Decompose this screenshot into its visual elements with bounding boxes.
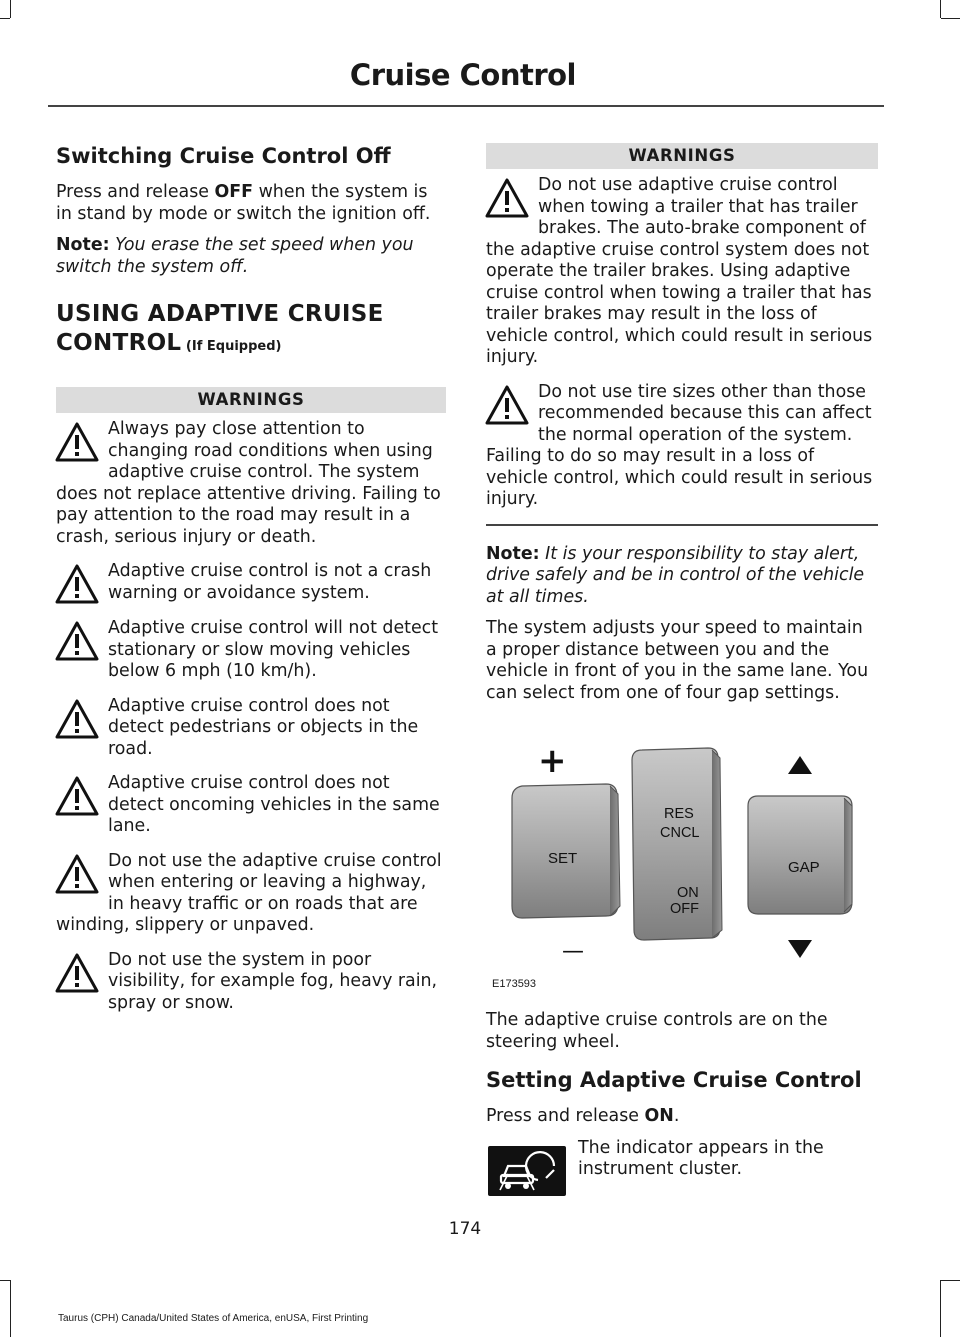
- warning-text: Do not use the system in poor visibility, for example fog, heavy rain, spray or snow.: [108, 949, 438, 1013]
- warning-triangle-icon: [54, 620, 100, 662]
- figure-id: E173593: [492, 978, 537, 990]
- warnings-header: WARNINGS: [486, 143, 878, 169]
- crop-mark: [0, 1280, 10, 1281]
- warnings-list: [486, 175, 878, 511]
- set-button: [512, 784, 620, 918]
- note-label: Note:: [486, 543, 540, 564]
- steering-wheel-controls-figure: [486, 720, 878, 1000]
- warning-text: Do not use the adaptive cruise control when entering or leaving a highway, in heavy traffic or on roads that are winding, slippery or unpaved.: [56, 850, 442, 935]
- crop-mark: [0, 18, 10, 19]
- gap-label: GAP: [788, 859, 820, 876]
- note-responsibility: Note: It is your responsibility to stay alert, drive safely and be in control of the vehicle at all times.: [486, 543, 865, 607]
- note-label: Note:: [56, 235, 110, 255]
- crop-mark: [940, 1280, 941, 1337]
- warning-text: Do not use tire sizes other than those recommended because this can affect the normal operation of the system. Failing to do so may result in a loss of vehicle control, which could result in serious injury.: [486, 381, 873, 509]
- arrow-down-icon: [788, 940, 812, 958]
- warning-triangle-icon: [54, 563, 100, 605]
- paragraph-switch-off: Press and release OFF when the system is in stand by mode or switch the ignition off.: [56, 182, 431, 224]
- warning-triangle-icon: [484, 177, 530, 219]
- cncl-label: CNCL: [660, 825, 700, 841]
- controls-illustration: [486, 720, 878, 1000]
- gap-button: [748, 796, 852, 914]
- warning-text: Adaptive cruise control does not detect pedestrians or objects in the road.: [108, 695, 419, 759]
- footer-text: Taurus (CPH) Canada/United States of America, enUSA, First Printing: [58, 1313, 369, 1324]
- keyword-off: OFF: [214, 182, 254, 202]
- warning-triangle-icon: [54, 698, 100, 740]
- warning-text: Always pay close attention to changing road conditions when using adaptive cruise control. The system does not replace attentive driving. Failing to pay attention to the road may result in a crash, serious injury or death.: [56, 419, 441, 547]
- warnings-header: WARNINGS: [56, 387, 446, 413]
- crop-mark: [10, 0, 11, 18]
- warning-triangle-icon: [54, 853, 100, 895]
- heading-setting-acc: Setting Adaptive Cruise Control: [486, 1068, 862, 1092]
- warning-triangle-icon: [54, 421, 100, 463]
- warning-item: [56, 773, 446, 838]
- warnings-end-rule: [486, 524, 878, 526]
- paragraph-gap-settings: The system adjusts your speed to maintain a proper distance between you and the vehicle in front of you in the same lane. You can select from one of four gap settings.: [486, 618, 869, 703]
- crop-mark: [10, 1280, 11, 1337]
- warning-item: [56, 618, 446, 683]
- arrow-up-icon: [788, 756, 812, 774]
- plus-symbol: +: [538, 741, 567, 781]
- page-header-title: Cruise Control: [349, 58, 576, 92]
- indicator-row: [486, 1138, 878, 1204]
- minus-symbol: —: [562, 939, 584, 964]
- crop-mark: [941, 1280, 960, 1281]
- warning-item: [56, 561, 446, 605]
- paragraph-controls-location: The adaptive cruise controls are on the steering wheel.: [486, 1010, 828, 1052]
- crop-mark: [941, 18, 960, 19]
- heading-switching-off: Switching Cruise Control Off: [56, 144, 391, 168]
- warning-item: [56, 419, 446, 548]
- paragraph-press-on: Press and release ON.: [486, 1106, 680, 1126]
- warning-triangle-icon: [54, 775, 100, 817]
- warning-item: [56, 950, 446, 1015]
- warning-text: Do not use adaptive cruise control when towing a trailer that has trailer brakes. The auto-brake component of the adaptive cruise control system does not operate the trailer brakes. Using adaptive cruise control when towing a trailer that has trailer brakes may result in the loss of vehicle control, which could result in serious injury.: [486, 175, 873, 367]
- heading-using-acc: USING ADAPTIVE CRUISE CONTROL (If Equipped): [56, 301, 384, 356]
- res-cncl-onoff-button: [632, 748, 722, 940]
- warning-text: Adaptive cruise control does not detect oncoming vehicles in the same lane.: [108, 773, 440, 836]
- warning-item: [486, 175, 878, 369]
- note-set-speed: Note: You erase the set speed when you switch the system off.: [56, 235, 414, 277]
- warning-item: [56, 696, 446, 761]
- warning-triangle-icon: [54, 952, 100, 994]
- warnings-list: [56, 419, 446, 1014]
- left-column: [56, 143, 446, 1027]
- warning-triangle-icon: [484, 384, 530, 426]
- off-label: OFF: [670, 901, 699, 917]
- warning-text: Adaptive cruise control is not a crash warning or avoidance system.: [108, 561, 432, 603]
- header-rule: [48, 105, 884, 107]
- warning-item: [56, 851, 446, 937]
- set-label: SET: [548, 850, 578, 867]
- keyword-on: ON: [644, 1106, 674, 1126]
- warning-text: Adaptive cruise control will not detect stationary or slow moving vehicles below 6 mph (10 km/h).: [108, 618, 439, 681]
- crop-mark: [940, 0, 941, 18]
- acc-indicator-icon: [488, 1146, 566, 1196]
- on-label: ON: [677, 885, 699, 901]
- right-column: [486, 143, 878, 1204]
- page-number: 174: [448, 1219, 482, 1239]
- indicator-text: The indicator appears in the instrument cluster.: [578, 1137, 824, 1179]
- if-equipped-label: (If Equipped): [181, 339, 282, 354]
- warning-item: [486, 382, 878, 511]
- res-label: RES: [664, 806, 694, 822]
